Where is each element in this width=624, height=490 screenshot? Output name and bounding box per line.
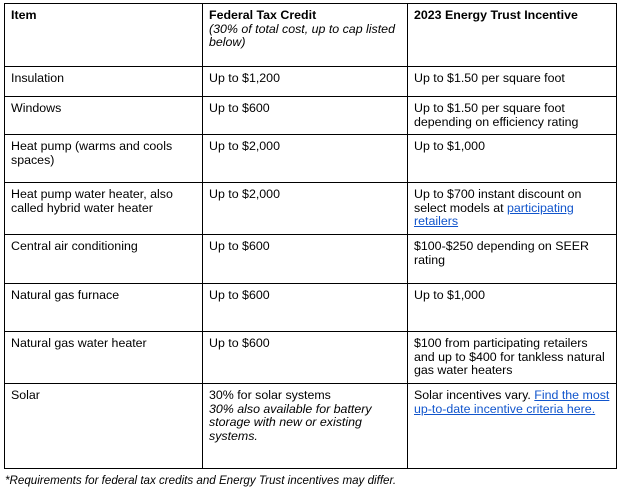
cell-trust: [408, 384, 617, 469]
cell-item: Windows: [5, 97, 203, 135]
cell-trust-text: Up to $700 instant discount on select models at: [414, 187, 582, 215]
header-item: [5, 4, 203, 67]
cell-item: Central air conditioning: [5, 235, 203, 284]
cell-trust: [408, 183, 617, 235]
table-row: [5, 135, 617, 183]
cell-federal: Up to $600: [203, 97, 408, 135]
participating-retailers-link[interactable]: participating retailers: [414, 200, 574, 228]
cell-item: Natural gas water heater: [5, 332, 203, 384]
table-row: [5, 97, 617, 135]
cell-trust: $100-$250 depending on SEER rating: [408, 235, 617, 284]
header-federal-subtitle: (30% of total cost, up to cap listed below): [209, 21, 395, 49]
cell-federal: Up to $2,000: [203, 183, 408, 235]
table-row: [5, 384, 617, 469]
footnote: *Requirements for federal tax credits and Energy Trust incentives may differ.: [5, 474, 397, 487]
cell-federal: Up to $600: [203, 332, 408, 384]
cell-item: Heat pump (warms and cools spaces): [5, 135, 203, 183]
cell-federal: Up to $600: [203, 284, 408, 332]
cell-trust: Up to $1.50 per square foot depending on efficiency rating: [408, 97, 617, 135]
cell-trust: $100 from participating retailers and up to $400 for tankless natural gas water heaters: [408, 332, 617, 384]
table-row: [5, 284, 617, 332]
header-trust-label: 2023 Energy Trust Incentive: [414, 8, 578, 22]
table-header-row: [5, 4, 617, 67]
cell-trust: Up to $1.50 per square foot: [408, 67, 617, 97]
table-row: [5, 183, 617, 235]
header-federal-label: Federal Tax Credit: [209, 8, 317, 22]
header-energy-trust: [408, 4, 617, 67]
incentive-criteria-link[interactable]: Find the most up-to-date incentive criteria here.: [414, 388, 610, 416]
cell-item: Heat pump water heater, also called hybrid water heater: [5, 183, 203, 235]
table-row: [5, 332, 617, 384]
cell-trust: Up to $1,000: [408, 135, 617, 183]
cell-federal: Up to $2,000: [203, 135, 408, 183]
header-federal-tax-credit: [203, 4, 408, 67]
cell-federal-text: 30% for solar systems: [209, 388, 331, 402]
header-item-label: Item: [11, 8, 37, 22]
cell-item: Insulation: [5, 67, 203, 97]
cell-trust-text: Solar incentives vary.: [414, 388, 535, 402]
cell-federal-note: 30% also available for battery storage with new or existing systems.: [209, 401, 372, 443]
table-row: [5, 67, 617, 97]
cell-item: Solar: [5, 384, 203, 469]
cell-federal: Up to $1,200: [203, 67, 408, 97]
cell-federal: Up to $600: [203, 235, 408, 284]
table-row: [5, 235, 617, 284]
cell-item: Natural gas furnace: [5, 284, 203, 332]
incentives-table: [4, 3, 617, 469]
cell-trust: Up to $1,000: [408, 284, 617, 332]
cell-federal: [203, 384, 408, 469]
